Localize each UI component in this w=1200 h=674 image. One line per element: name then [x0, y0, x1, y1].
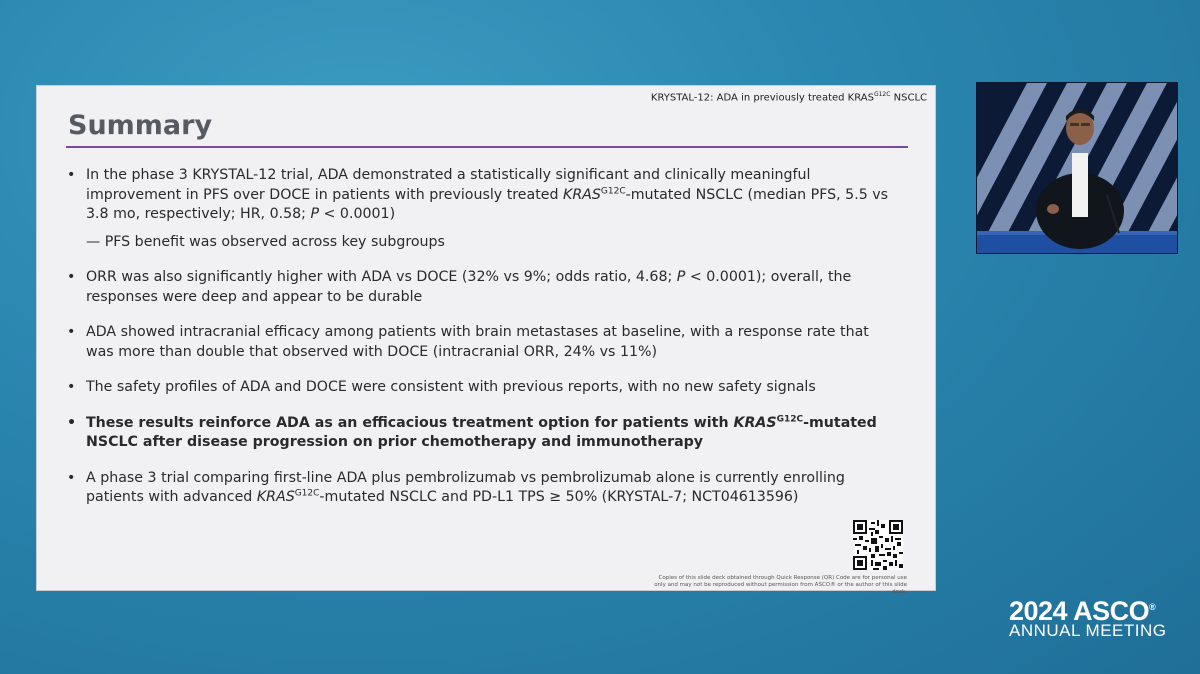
qr-code-icon[interactable] — [853, 520, 903, 570]
bullet-text: -mutated NSCLC and PD-L1 TPS ≥ 50% (KRYSTAL-7; NCT04613596) — [319, 489, 799, 505]
bullet-item-intracranial — [67, 323, 897, 362]
gene-name: KRAS — [256, 489, 295, 505]
bullet-text: -mutated NSCLC after disease progression on prior chemotherapy and immunotherapy — [86, 414, 877, 450]
gene-superscript: G12C — [600, 185, 626, 196]
gene-superscript: G12C — [294, 488, 320, 499]
bullet-text: In the phase 3 KRYSTAL-12 trial, ADA demonstrated a statistically significant and clinically meaningful improvement in PFS over DOCE in patients with previously treated — [86, 167, 811, 203]
speaker-video-feed — [976, 82, 1178, 254]
slide-header-text: KRYSTAL-12: ADA in previously treated KRAS — [650, 92, 874, 104]
bullet-text: < 0.0001); overall, the responses were deep and appear to be durable — [86, 269, 852, 305]
bullet-text: -mutated NSCLC (median PFS, 5.5 vs 3.8 mo, respectively; HR, 0.58; — [86, 186, 889, 222]
bullet-marker: • — [67, 269, 76, 285]
slide-header-superscript: G12C — [873, 91, 891, 98]
logo-year-brand: 2024 ASCO — [1009, 596, 1150, 626]
bullet-item-pfs — [67, 166, 897, 225]
sub-bullet-subgroups — [67, 233, 897, 253]
gene-superscript: G12C — [776, 413, 804, 424]
bullet-text: A phase 3 trial comparing first-line ADA plus pembrolizumab vs pembrolizumab alone is currently enrolling patients with advanced — [86, 469, 845, 505]
bullet-text: The safety profiles of ADA and DOCE were consistent with previous reports, with no new safety signals — [86, 379, 816, 395]
bullet-item-krystal7 — [67, 469, 897, 508]
slide-header-label — [651, 91, 927, 103]
summary-bullet-list — [67, 166, 897, 524]
p-value-label: P — [310, 206, 320, 222]
logo-registered-mark: ® — [1149, 602, 1156, 612]
sub-bullet-text: PFS benefit was observed across key subgroups — [104, 233, 445, 250]
bullet-text: These results reinforce ADA as an efficacious treatment option for patients with — [86, 414, 734, 431]
slide-title: Summary — [68, 110, 213, 141]
bullet-item-conclusion — [67, 414, 897, 453]
gene-name: KRAS — [733, 414, 777, 431]
logo-subtitle: ANNUAL MEETING — [1009, 621, 1167, 640]
bullet-marker: • — [67, 469, 76, 486]
asco-annual-meeting-logo — [1009, 596, 1167, 641]
qr-disclaimer: Copies of this slide deck obtained through Quick Response (QR) Code are for personal use only and may not be reproduced without permission from ASCO® or the author of this slide deck. — [654, 575, 907, 595]
bullet-marker: • — [67, 167, 76, 183]
bullet-marker: • — [67, 379, 76, 395]
bullet-text: < 0.0001) — [319, 206, 396, 222]
sub-bullet-marker: — — [86, 233, 101, 250]
slide-header-tail: NSCLC — [890, 92, 927, 104]
presentation-slide — [36, 85, 936, 595]
bullet-marker: • — [67, 414, 77, 431]
bullet-item-orr — [67, 268, 897, 307]
bullet-marker: • — [67, 324, 76, 340]
bullet-text: ADA showed intracranial efficacy among patients with brain metastases at baseline, with a response rate that was more than double that observed with DOCE (intracranial ORR, 24% vs 11%) — [86, 324, 869, 360]
p-value-label: P — [676, 269, 686, 285]
bullet-item-safety — [67, 378, 897, 398]
gene-name: KRAS — [563, 186, 601, 203]
title-divider — [66, 146, 908, 148]
bullet-text: ORR was also significantly higher with ADA vs DOCE (32% vs 9%; odds ratio, 4.68; — [86, 269, 677, 285]
